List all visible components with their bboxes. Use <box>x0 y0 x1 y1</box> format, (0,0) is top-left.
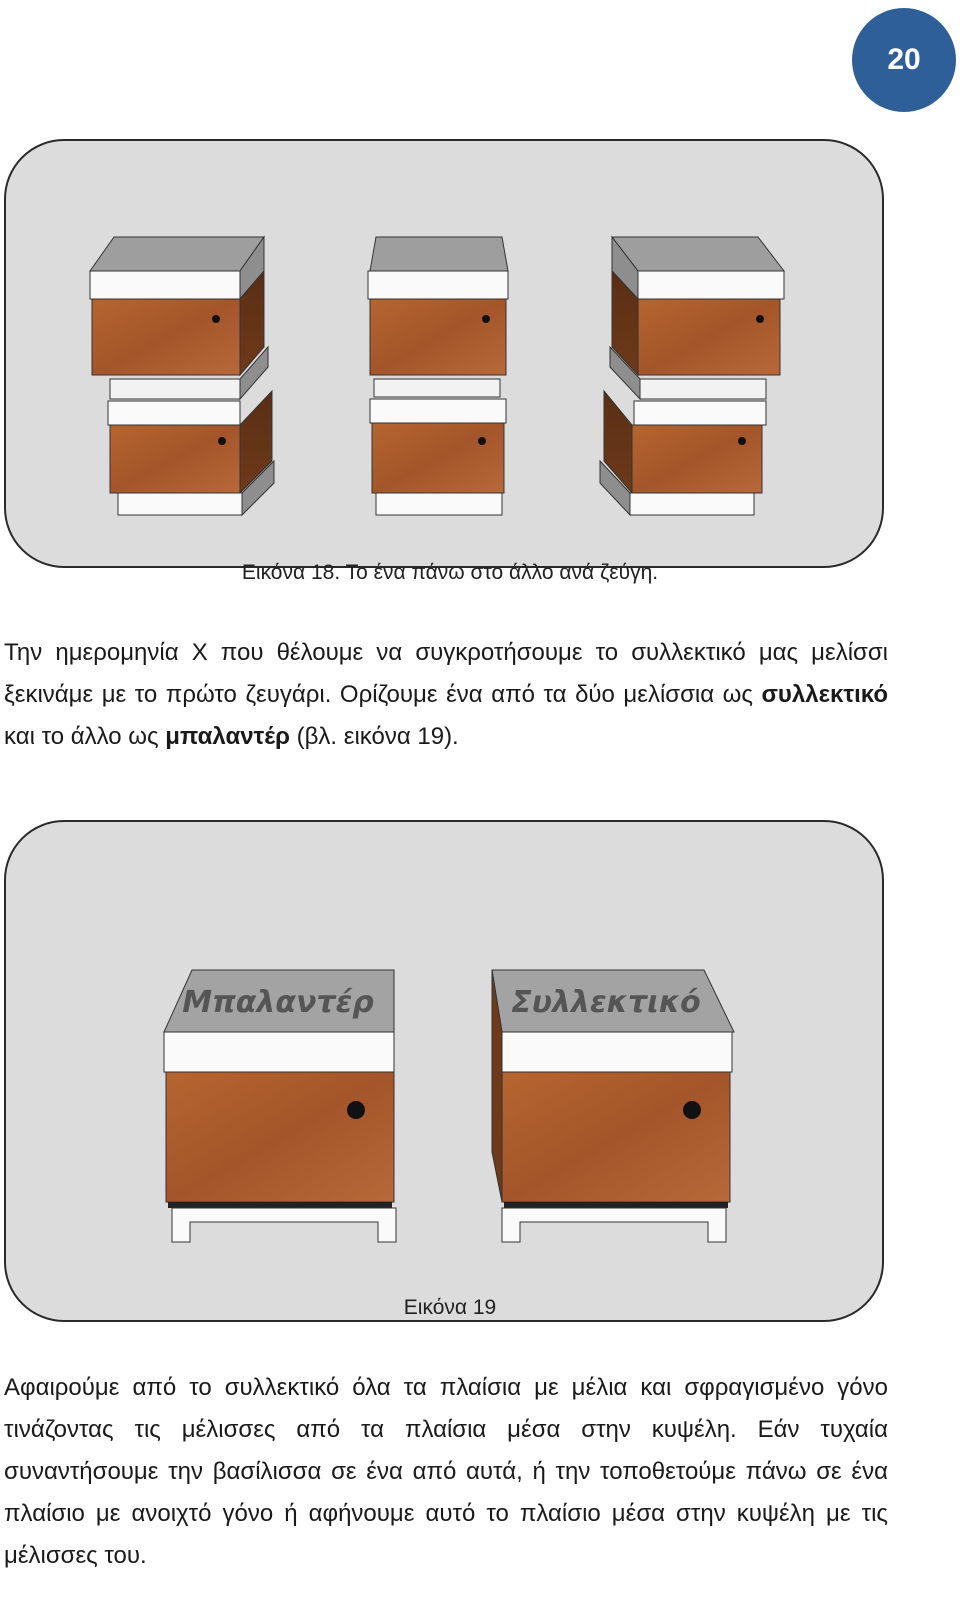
paragraph-collector-setup <box>4 632 888 758</box>
figure-19-illustration <box>4 820 884 1322</box>
figure-18-illustration <box>4 139 884 568</box>
figure-19-caption: Εικόνα 19 <box>403 1296 497 1319</box>
page-number-badge: 20 <box>852 8 956 112</box>
hive-pair-right <box>600 237 784 515</box>
figure-18-caption: Εικόνα 18. Το ένα πάνω στο άλλο ανά ζεύγη. <box>241 561 659 584</box>
bold-term-joker: μπαλαντέρ <box>165 723 290 750</box>
hive-syllektiko <box>492 970 734 1242</box>
hive-label-balanter: Μπαλαντέρ <box>182 985 374 1020</box>
paragraph-remove-frames: Αφαιρούμε από το συλλεκτικό όλα τα πλαίσια με μέλια και σφραγισμένο γόνο τινάζοντας τις μέλισσες από τα πλαίσια μέσα στην κυψέλη. Εάν τυχαία συναντήσουμε την βασίλισσα σε ένα από αυτά, ή την τοποθετούμε πάνω σε ένα πλαίσιο με ανοιχτό γόνο ή αφήνουμε αυτό το πλαίσιο μέσα στην κυψέλη με τις μέλισσες του. <box>4 1374 888 1569</box>
hive-pair-middle <box>368 237 508 515</box>
bold-term-collector: συλλεκτικό <box>761 681 888 708</box>
hive-pair-left <box>90 237 274 515</box>
paragraph-text: (βλ. εικόνα 19). <box>289 723 459 750</box>
hive-balanter <box>164 970 396 1242</box>
paragraph-text: και το άλλο ως <box>4 723 166 750</box>
hive-label-syllektiko: Συλλεκτικό <box>511 985 701 1020</box>
paragraph-text: Την ημερομηνία Χ που θέλουμε να συγκροτήσουμε το συλλεκτικό μας μελίσσι ξεκινάμε με το πρώτο ζευγάρι. Ορίζουμε ένα από τα δύο μελίσσια ως <box>4 639 888 708</box>
